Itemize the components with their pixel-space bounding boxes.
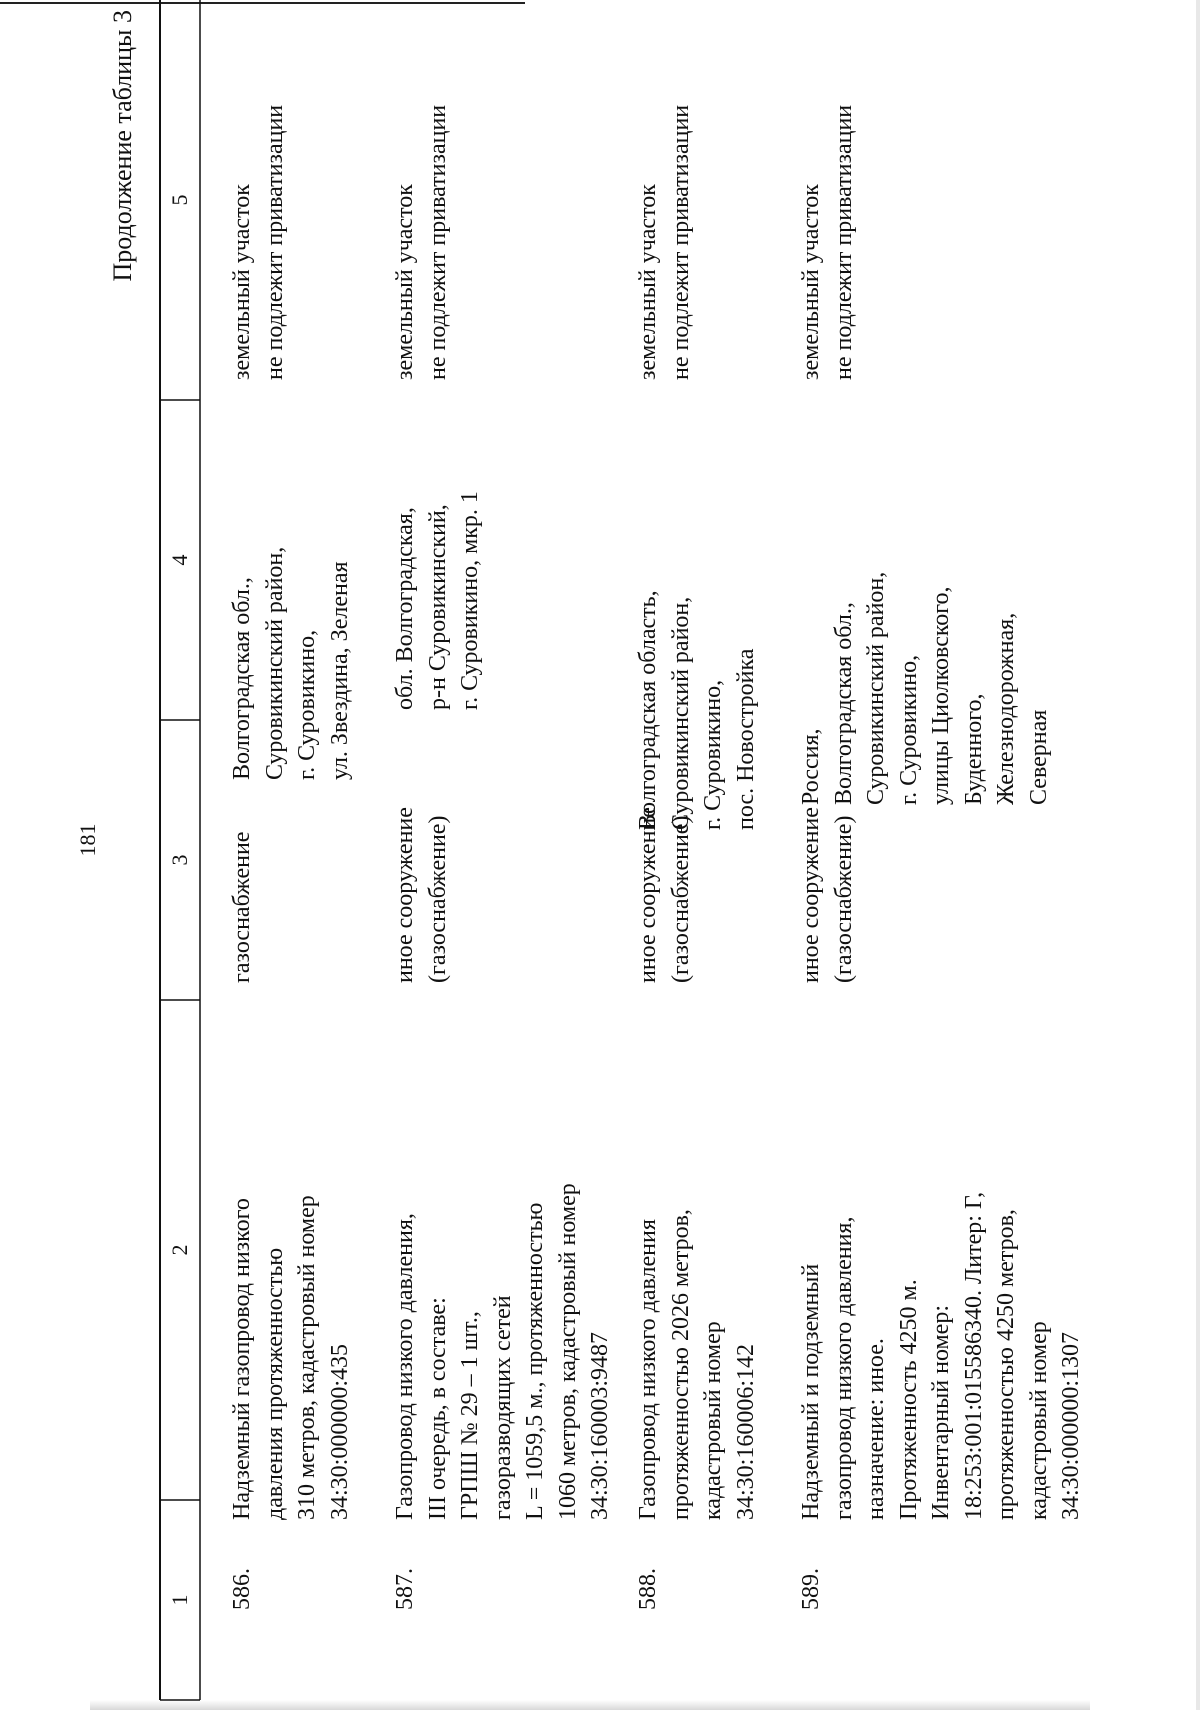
row-589-purpose: иное сооружение (газоснабжение)	[798, 807, 857, 983]
table-continuation-label: Продолжение таблицы 3	[108, 10, 137, 282]
column-number-2: 2	[167, 1244, 192, 1256]
column-number-1: 1	[167, 1594, 192, 1606]
column-number-4: 4	[167, 554, 192, 566]
column-number-3: 3	[167, 854, 192, 866]
page-number: 181	[75, 823, 100, 857]
row-587-address: обл. Волгоградская, р-н Суровикинский, г. Суровикино, мкр. 1	[392, 491, 483, 710]
row-586-description: Надземный газопровод низкого давления протяженностью 310 метров, кадастровый номер 34:30:000000:435	[229, 1195, 353, 1520]
row-588-number: 588.	[635, 1568, 661, 1610]
row-587-number: 587.	[392, 1568, 418, 1610]
row-586-address: Волгоградская обл., Суровикинский район, г. Суровикино, ул. Звездина, Зеленая	[229, 546, 353, 780]
row-589-description: Надземный и подземный газопровод низкого давления, назначение: иное. Протяженность 4250 м. Инвентарный номер: 18:253:001:015586340. Литер: Г, протяженностью 4250 метров, кадастровый номер 34:30:000000:1307	[798, 1191, 1084, 1520]
column-number-5: 5	[167, 194, 192, 206]
row-586-purpose: газоснабжение	[229, 831, 255, 983]
row-586-note: земельный участок не подлежит приватизации	[229, 104, 288, 380]
row-588-purpose: иное сооружение (газоснабжение)	[635, 807, 694, 983]
row-588-note: земельный участок не подлежит приватизации	[635, 104, 694, 380]
row-587-description: Газопровод низкого давления, III очередь, в составе: ГРПШ № 29 – 1 шт., газоразводящих сетей L = 1059,5 м., протяженностью 1060 метров, кадастровый номер 34:30:160003:9487	[392, 1183, 613, 1520]
row-586-number: 586.	[229, 1568, 255, 1610]
row-588-address: Волгоградская область, Суровикинский район, г. Суровикино, пос. Новостройка	[635, 590, 759, 830]
row-588-description: Газопровод низкого давления протяженностью 2026 метров, кадастровый номер 34:30:160006:142	[635, 1209, 759, 1520]
row-589-address: Россия, Волгоградская обл., Суровикинский район, г. Суровикино, улицы Циолковского, Буденного, Железнодорожная, Северная	[798, 571, 1052, 805]
row-587-note: земельный участок не подлежит приватизации	[392, 104, 451, 380]
row-587-purpose: иное сооружение (газоснабжение)	[392, 807, 451, 983]
row-589-number: 589.	[798, 1568, 824, 1610]
row-589-note: земельный участок не подлежит приватизации	[798, 104, 857, 380]
